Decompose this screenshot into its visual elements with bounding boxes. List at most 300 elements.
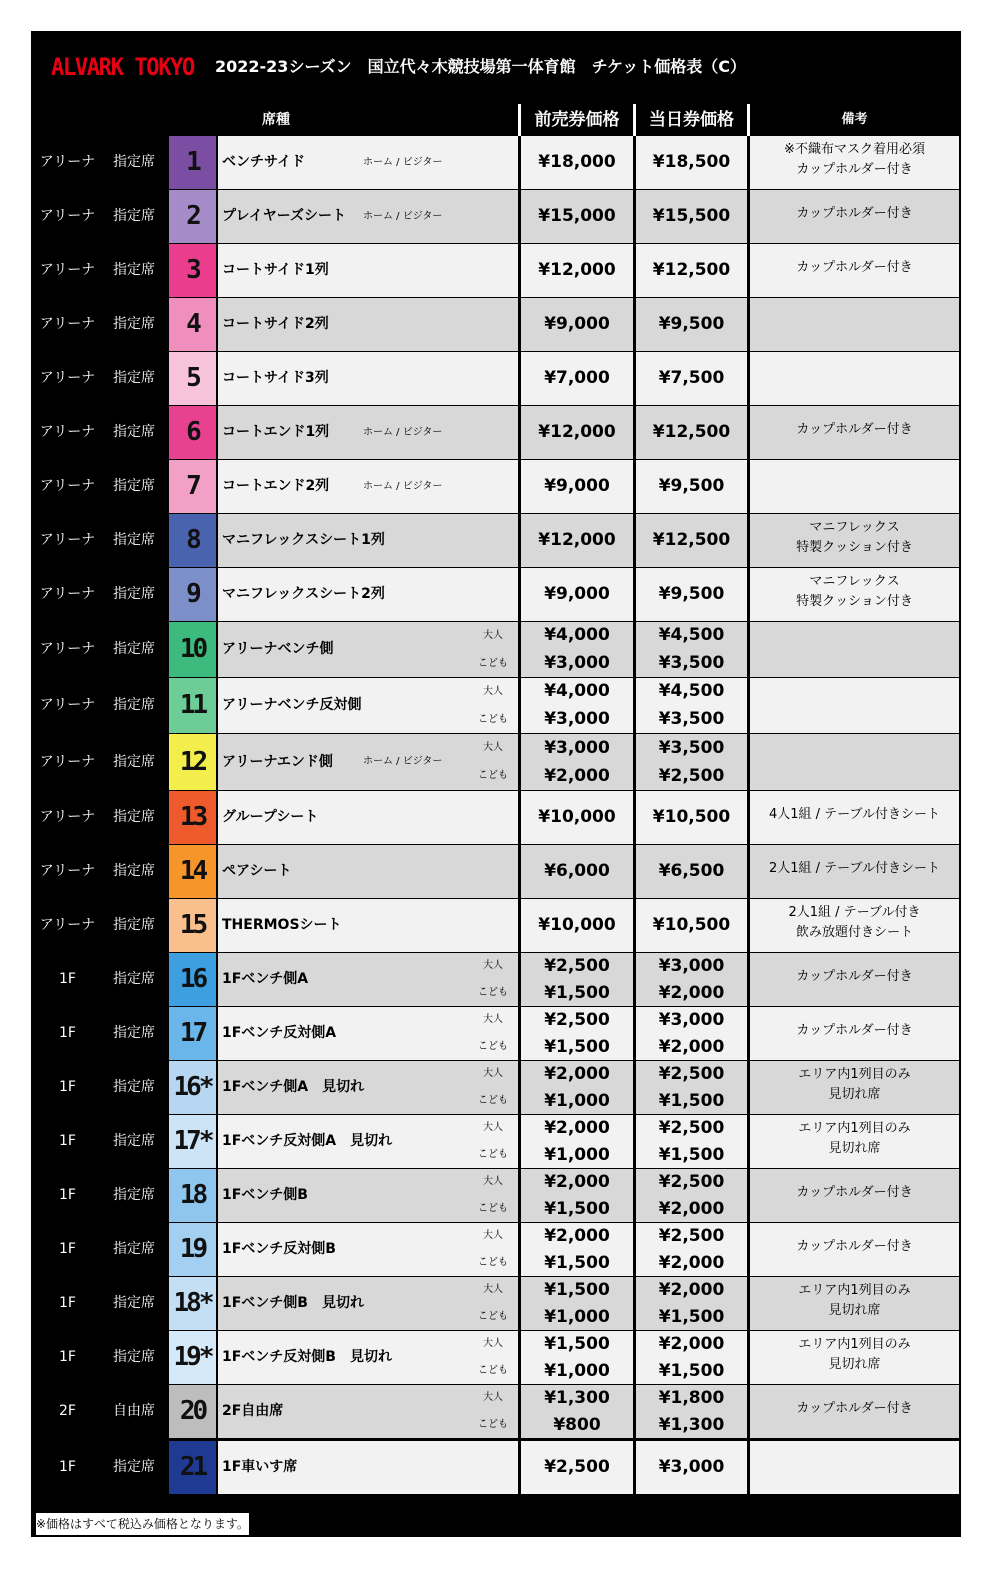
price-value: ¥1,500 bbox=[544, 1036, 610, 1057]
age-category-label: 大人 bbox=[483, 1338, 503, 1349]
presale-price-cell bbox=[521, 899, 633, 952]
seat-number-badge: 17* bbox=[169, 1115, 216, 1168]
presale-price-cell bbox=[521, 791, 633, 844]
sameday-price-cell bbox=[636, 845, 747, 898]
seat-type-cell: 指定席 bbox=[113, 1459, 155, 1475]
price-value: ¥1,500 bbox=[544, 1198, 610, 1219]
sameday-price-cell bbox=[636, 1169, 747, 1222]
floor-cell: 1F bbox=[59, 971, 76, 987]
price-value: ¥1,500 bbox=[544, 1252, 610, 1273]
table-row bbox=[34, 244, 959, 298]
note-line: 4人1組 / テーブル付きシート bbox=[768, 806, 941, 822]
price-value: ¥12,000 bbox=[538, 260, 616, 280]
seat-number-badge: 15 bbox=[169, 899, 216, 952]
note-line: カップホルダー付き bbox=[796, 1184, 913, 1200]
age-category-label: こども bbox=[478, 657, 508, 669]
seat-name: 1Fベンチ側A bbox=[222, 971, 309, 987]
sameday-price-cell bbox=[636, 1385, 747, 1438]
seat-number-badge: 7 bbox=[169, 460, 216, 513]
floor-cell: アリーナ bbox=[39, 641, 96, 657]
price-value: ¥12,000 bbox=[538, 530, 616, 550]
price-value: ¥15,000 bbox=[538, 206, 616, 226]
price-value: ¥18,000 bbox=[538, 152, 616, 172]
price-value: ¥2,000 bbox=[658, 1252, 725, 1273]
note-line: 飲み放題付きシート bbox=[795, 924, 913, 940]
price-value: ¥1,500 bbox=[658, 1144, 725, 1165]
note-line: カップホルダー付き bbox=[796, 161, 913, 177]
note-line: カップホルダー付き bbox=[796, 421, 913, 437]
sameday-price-cell bbox=[636, 1331, 747, 1384]
column-header-notes: 備考 bbox=[841, 112, 868, 127]
seat-number-badge: 14 bbox=[169, 845, 216, 898]
seat-name-cell bbox=[218, 678, 518, 733]
price-value: ¥9,000 bbox=[544, 314, 610, 334]
price-value: ¥800 bbox=[553, 1414, 601, 1435]
seat-name-cell bbox=[218, 791, 518, 844]
notes-cell bbox=[750, 568, 959, 621]
team-logo: ALVARK TOKYO bbox=[51, 53, 194, 81]
sameday-price-cell bbox=[636, 406, 747, 459]
seat-name-cell bbox=[218, 460, 518, 513]
price-value: ¥1,500 bbox=[658, 1360, 725, 1381]
presale-price-cell bbox=[521, 406, 633, 459]
presale-price-cell bbox=[521, 244, 633, 297]
seat-name: 1Fベンチ側A 見切れ bbox=[222, 1079, 365, 1095]
notes-cell bbox=[750, 244, 959, 297]
seat-name-cell bbox=[218, 1277, 518, 1330]
sameday-price-cell bbox=[636, 899, 747, 952]
seat-name: 1Fベンチ側B 見切れ bbox=[222, 1295, 364, 1311]
seat-name-cell bbox=[218, 1007, 518, 1060]
seat-type-cell: 指定席 bbox=[113, 917, 155, 933]
price-value: ¥2,500 bbox=[544, 1457, 610, 1477]
floor-cell: 1F bbox=[59, 1459, 76, 1475]
seat-name: グループシート bbox=[222, 809, 319, 825]
seat-type-cell: 指定席 bbox=[113, 532, 155, 548]
age-category-label: こども bbox=[478, 1040, 508, 1052]
seat-name: ベンチサイド bbox=[222, 154, 306, 170]
floor-cell: アリーナ bbox=[39, 478, 96, 494]
sameday-price-cell bbox=[636, 190, 747, 243]
home-visitor-tag: ホーム / ビジター bbox=[363, 427, 443, 438]
table-row bbox=[34, 460, 959, 514]
seat-name: コートサイド3列 bbox=[222, 370, 329, 386]
seat-number-badge: 16 bbox=[169, 953, 216, 1006]
notes-cell bbox=[750, 1061, 959, 1114]
price-value: ¥1,000 bbox=[544, 1090, 610, 1111]
note-line: 2人1組 / テーブル付きシート bbox=[768, 860, 941, 876]
age-category-label: こども bbox=[478, 770, 508, 781]
age-category-label: こども bbox=[478, 986, 508, 998]
seat-type-cell: 指定席 bbox=[113, 262, 155, 278]
table-row bbox=[34, 352, 959, 406]
price-value: ¥1,300 bbox=[658, 1414, 725, 1435]
presale-price-cell bbox=[521, 678, 633, 733]
notes-cell bbox=[750, 1007, 959, 1060]
table-row bbox=[34, 1331, 959, 1385]
floor-cell: アリーナ bbox=[39, 754, 96, 770]
sameday-price-cell bbox=[636, 352, 747, 405]
notes-cell bbox=[750, 1385, 959, 1438]
notes-cell bbox=[750, 352, 959, 405]
price-value: ¥1,800 bbox=[658, 1388, 725, 1408]
floor-cell: 2F bbox=[59, 1403, 76, 1419]
floor-cell: アリーナ bbox=[39, 586, 96, 602]
seat-name-cell bbox=[218, 1115, 518, 1168]
seat-type-cell: 指定席 bbox=[113, 424, 155, 440]
table-row bbox=[34, 899, 959, 953]
presale-price-cell bbox=[521, 568, 633, 621]
note-line: エリア内1列目のみ bbox=[798, 1120, 911, 1136]
price-value: ¥2,500 bbox=[658, 1226, 725, 1246]
note-line: エリア内1列目のみ bbox=[798, 1336, 911, 1352]
table-row bbox=[34, 514, 959, 568]
price-value: ¥4,000 bbox=[544, 681, 610, 701]
price-value: ¥12,000 bbox=[538, 422, 616, 442]
seat-type-cell: 指定席 bbox=[113, 754, 155, 770]
sameday-price-cell bbox=[636, 298, 747, 351]
seat-name-cell bbox=[218, 622, 518, 677]
price-value: ¥4,500 bbox=[658, 681, 725, 701]
table-row bbox=[34, 1115, 959, 1169]
notes-cell bbox=[750, 899, 959, 952]
presale-price-cell bbox=[521, 514, 633, 567]
notes-cell bbox=[750, 1441, 959, 1494]
table-row bbox=[34, 568, 959, 622]
seat-type-cell: 指定席 bbox=[113, 1025, 155, 1041]
home-visitor-tag: ホーム / ビジター bbox=[363, 756, 443, 767]
seat-name: 2F自由席 bbox=[222, 1403, 284, 1419]
seat-name: ペアシート bbox=[222, 863, 292, 879]
presale-price-cell bbox=[521, 845, 633, 898]
seat-name: 1Fベンチ側B bbox=[222, 1187, 308, 1203]
sameday-price-cell bbox=[636, 1007, 747, 1060]
price-value: ¥3,500 bbox=[658, 738, 725, 758]
presale-price-cell bbox=[521, 1115, 633, 1168]
seat-number-badge: 12 bbox=[169, 734, 216, 790]
price-value: ¥1,500 bbox=[658, 1306, 725, 1327]
price-value: ¥1,000 bbox=[544, 1144, 610, 1165]
price-value: ¥3,000 bbox=[544, 708, 610, 729]
seat-type-cell: 指定席 bbox=[113, 316, 155, 332]
table-row bbox=[34, 298, 959, 352]
price-value: ¥1,000 bbox=[544, 1360, 610, 1381]
seat-name: THERMOSシート bbox=[222, 917, 342, 933]
note-line: カップホルダー付き bbox=[796, 259, 913, 275]
column-header-seat: 席種 bbox=[262, 112, 290, 128]
presale-price-cell bbox=[521, 1223, 633, 1276]
presale-price-cell bbox=[521, 734, 633, 790]
price-value: ¥2,000 bbox=[544, 1064, 610, 1084]
presale-price-cell bbox=[521, 1385, 633, 1438]
price-value: ¥3,000 bbox=[544, 738, 610, 758]
sameday-price-cell bbox=[636, 953, 747, 1006]
seat-number-badge: 18 bbox=[169, 1169, 216, 1222]
age-category-label: こども bbox=[478, 1148, 508, 1160]
seat-number-badge: 19* bbox=[169, 1331, 216, 1384]
price-value: ¥12,500 bbox=[652, 422, 731, 442]
presale-price-cell bbox=[521, 953, 633, 1006]
floor-cell: アリーナ bbox=[39, 809, 96, 825]
table-row bbox=[34, 1441, 959, 1495]
notes-cell bbox=[750, 1277, 959, 1330]
sameday-price-cell bbox=[636, 622, 747, 677]
age-category-label: 大人 bbox=[483, 686, 503, 697]
age-category-label: 大人 bbox=[483, 1014, 503, 1025]
price-value: ¥9,000 bbox=[544, 584, 610, 604]
price-value: ¥6,000 bbox=[544, 861, 610, 881]
note-line: カップホルダー付き bbox=[796, 1400, 913, 1416]
price-value: ¥7,500 bbox=[658, 368, 725, 388]
seat-number-badge: 3 bbox=[169, 244, 216, 297]
notes-cell bbox=[750, 1169, 959, 1222]
seat-number-badge: 18* bbox=[169, 1277, 216, 1330]
table-row bbox=[34, 136, 959, 190]
sameday-price-cell bbox=[636, 568, 747, 621]
note-line: 見切れ席 bbox=[828, 1302, 881, 1318]
age-category-label: こども bbox=[478, 1364, 508, 1376]
price-value: ¥1,000 bbox=[544, 1306, 610, 1327]
note-line: 見切れ席 bbox=[828, 1356, 881, 1372]
note-line: マニフレックス bbox=[809, 519, 900, 535]
sameday-price-cell bbox=[636, 1061, 747, 1114]
price-value: ¥12,500 bbox=[652, 260, 731, 280]
presale-price-cell bbox=[521, 1331, 633, 1384]
price-value: ¥9,500 bbox=[658, 314, 725, 334]
seat-name: プレイヤーズシート bbox=[222, 208, 347, 224]
seat-number-badge: 5 bbox=[169, 352, 216, 405]
seat-type-cell: 指定席 bbox=[113, 697, 155, 713]
price-value: ¥9,000 bbox=[544, 476, 610, 496]
table-row bbox=[34, 190, 959, 244]
price-value: ¥3,000 bbox=[658, 1010, 725, 1030]
floor-cell: 1F bbox=[59, 1349, 76, 1365]
note-line: エリア内1列目のみ bbox=[798, 1066, 911, 1082]
note-line: カップホルダー付き bbox=[796, 968, 913, 984]
table-row bbox=[34, 1169, 959, 1223]
seat-name: マニフレックスシート2列 bbox=[222, 586, 385, 602]
age-category-label: 大人 bbox=[483, 1122, 503, 1133]
price-value: ¥2,500 bbox=[544, 1010, 610, 1030]
note-line: カップホルダー付き bbox=[796, 1238, 913, 1254]
floor-cell: 1F bbox=[59, 1241, 76, 1257]
seat-type-cell: 指定席 bbox=[113, 208, 155, 224]
notes-cell bbox=[750, 514, 959, 567]
sameday-price-cell bbox=[636, 1441, 747, 1494]
seat-number-badge: 19 bbox=[169, 1223, 216, 1276]
seat-name-cell bbox=[218, 190, 518, 243]
table-row bbox=[34, 734, 959, 791]
age-category-label: 大人 bbox=[483, 1176, 503, 1187]
price-value: ¥3,500 bbox=[658, 708, 725, 729]
seat-number-badge: 13 bbox=[169, 791, 216, 844]
seat-number-badge: 8 bbox=[169, 514, 216, 567]
seat-type-cell: 自由席 bbox=[113, 1403, 155, 1419]
sameday-price-cell bbox=[636, 1277, 747, 1330]
price-value: ¥15,500 bbox=[652, 206, 731, 226]
price-value: ¥3,000 bbox=[658, 956, 725, 976]
seat-number-badge: 2 bbox=[169, 190, 216, 243]
price-value: ¥1,500 bbox=[544, 1280, 610, 1300]
sameday-price-cell bbox=[636, 1115, 747, 1168]
price-value: ¥2,500 bbox=[658, 1064, 725, 1084]
table-row bbox=[34, 1277, 959, 1331]
seat-name-cell bbox=[218, 406, 518, 459]
presale-price-cell bbox=[521, 1007, 633, 1060]
seat-name: マニフレックスシート1列 bbox=[222, 532, 385, 548]
seat-name-cell bbox=[218, 136, 518, 189]
floor-cell: アリーナ bbox=[39, 917, 96, 933]
home-visitor-tag: ホーム / ビジター bbox=[363, 481, 443, 492]
page-title: 2022-23シーズン 国立代々木競技場第一体育館 チケット価格表（C） bbox=[215, 57, 746, 76]
presale-price-cell bbox=[521, 1441, 633, 1494]
floor-cell: 1F bbox=[59, 1133, 76, 1149]
table-row bbox=[34, 1385, 959, 1439]
seat-name: アリーナベンチ側 bbox=[222, 641, 334, 657]
table-row bbox=[34, 1061, 959, 1115]
presale-price-cell bbox=[521, 1061, 633, 1114]
note-line: ※不織布マスク着用必須 bbox=[784, 141, 925, 157]
seat-type-cell: 指定席 bbox=[113, 809, 155, 825]
price-value: ¥10,500 bbox=[652, 915, 731, 935]
price-value: ¥2,000 bbox=[658, 1036, 725, 1057]
floor-cell: 1F bbox=[59, 1025, 76, 1041]
price-value: ¥9,500 bbox=[658, 584, 725, 604]
presale-price-cell bbox=[521, 460, 633, 513]
seat-type-cell: 指定席 bbox=[113, 478, 155, 494]
note-line: カップホルダー付き bbox=[796, 1022, 913, 1038]
seat-number-badge: 6 bbox=[169, 406, 216, 459]
seat-name-cell bbox=[218, 1061, 518, 1114]
notes-cell bbox=[750, 953, 959, 1006]
seat-type-cell: 指定席 bbox=[113, 1295, 155, 1311]
seat-type-cell: 指定席 bbox=[113, 1241, 155, 1257]
seat-number-badge: 4 bbox=[169, 298, 216, 351]
sameday-price-cell bbox=[636, 678, 747, 733]
price-value: ¥2,000 bbox=[658, 1198, 725, 1219]
seat-number-badge: 1 bbox=[169, 136, 216, 189]
price-value: ¥1,500 bbox=[544, 982, 610, 1003]
table-row bbox=[34, 953, 959, 1007]
sameday-price-cell bbox=[636, 734, 747, 790]
notes-cell bbox=[750, 845, 959, 898]
seat-number-badge: 10 bbox=[169, 622, 216, 677]
seat-name-cell bbox=[218, 1331, 518, 1384]
presale-price-cell bbox=[521, 1169, 633, 1222]
seat-name-cell bbox=[218, 899, 518, 952]
presale-price-cell bbox=[521, 136, 633, 189]
price-value: ¥4,500 bbox=[658, 625, 725, 645]
seat-name: コートエンド1列 bbox=[222, 424, 330, 440]
price-value: ¥10,000 bbox=[538, 915, 616, 935]
sameday-price-cell bbox=[636, 244, 747, 297]
price-value: ¥2,500 bbox=[658, 1172, 725, 1192]
seat-name-cell bbox=[218, 514, 518, 567]
seat-type-cell: 指定席 bbox=[113, 370, 155, 386]
seat-number-badge: 21 bbox=[169, 1441, 216, 1494]
notes-cell bbox=[750, 678, 959, 733]
presale-price-cell bbox=[521, 622, 633, 677]
age-category-label: 大人 bbox=[483, 1068, 503, 1079]
seat-type-cell: 指定席 bbox=[113, 586, 155, 602]
price-value: ¥2,500 bbox=[658, 766, 725, 786]
seat-name-cell bbox=[218, 244, 518, 297]
seat-name: 1Fベンチ反対側A 見切れ bbox=[222, 1133, 393, 1149]
notes-cell bbox=[750, 1331, 959, 1384]
price-value: ¥2,500 bbox=[658, 1118, 725, 1138]
price-value: ¥2,000 bbox=[544, 1172, 610, 1192]
table-row bbox=[34, 845, 959, 899]
seat-number-badge: 17 bbox=[169, 1007, 216, 1060]
floor-cell: アリーナ bbox=[39, 863, 96, 879]
seat-type-cell: 指定席 bbox=[113, 971, 155, 987]
seat-name-cell bbox=[218, 734, 518, 790]
age-category-label: 大人 bbox=[483, 1230, 503, 1241]
seat-name: コートサイド2列 bbox=[222, 316, 329, 332]
price-value: ¥12,500 bbox=[652, 530, 731, 550]
presale-price-cell bbox=[521, 352, 633, 405]
seat-name-cell bbox=[218, 845, 518, 898]
age-category-label: こども bbox=[478, 1202, 508, 1214]
seat-name-cell bbox=[218, 568, 518, 621]
seat-name-cell bbox=[218, 1385, 518, 1438]
age-category-label: 大人 bbox=[483, 742, 503, 753]
seat-name: 1Fベンチ反対側B 見切れ bbox=[222, 1349, 392, 1365]
floor-cell: 1F bbox=[59, 1295, 76, 1311]
notes-cell bbox=[750, 298, 959, 351]
price-value: ¥6,500 bbox=[658, 861, 725, 881]
notes-cell bbox=[750, 1115, 959, 1168]
seat-type-cell: 指定席 bbox=[113, 641, 155, 657]
floor-cell: アリーナ bbox=[39, 370, 96, 386]
floor-cell: アリーナ bbox=[39, 208, 96, 224]
price-value: ¥2,000 bbox=[658, 1280, 725, 1300]
price-value: ¥18,500 bbox=[652, 152, 731, 172]
table-row bbox=[34, 791, 959, 845]
seat-name: 1Fベンチ反対側B bbox=[222, 1241, 336, 1257]
seat-name: アリーナエンド側 bbox=[222, 754, 333, 770]
seat-name-cell bbox=[218, 352, 518, 405]
sameday-price-cell bbox=[636, 1223, 747, 1276]
table-row bbox=[34, 1007, 959, 1061]
table-row bbox=[34, 406, 959, 460]
age-category-label: 大人 bbox=[483, 1392, 503, 1403]
seat-number-badge: 16* bbox=[169, 1061, 216, 1114]
notes-cell bbox=[750, 136, 959, 189]
note-line: 見切れ席 bbox=[828, 1140, 881, 1156]
age-category-label: 大人 bbox=[483, 630, 503, 641]
floor-cell: アリーナ bbox=[39, 532, 96, 548]
seat-type-cell: 指定席 bbox=[113, 154, 155, 170]
column-header-presale: 前売券価格 bbox=[534, 110, 620, 130]
price-value: ¥10,500 bbox=[652, 807, 731, 827]
table-row bbox=[34, 678, 959, 734]
price-value: ¥2,000 bbox=[658, 1334, 725, 1354]
seat-type-cell: 指定席 bbox=[113, 1187, 155, 1203]
seat-name: 1Fベンチ反対側A bbox=[222, 1025, 337, 1041]
floor-cell: アリーナ bbox=[39, 316, 96, 332]
note-line: マニフレックス bbox=[809, 573, 900, 589]
presale-price-cell bbox=[521, 1277, 633, 1330]
sameday-price-cell bbox=[636, 136, 747, 189]
note-line: 2人1組 / テーブル付き bbox=[788, 904, 921, 920]
age-category-label: 大人 bbox=[483, 1284, 503, 1295]
price-value: ¥3,500 bbox=[658, 652, 725, 673]
price-value: ¥2,500 bbox=[544, 956, 610, 976]
age-category-label: こども bbox=[478, 1418, 508, 1430]
seat-name-cell bbox=[218, 1223, 518, 1276]
age-category-label: こども bbox=[478, 713, 508, 725]
